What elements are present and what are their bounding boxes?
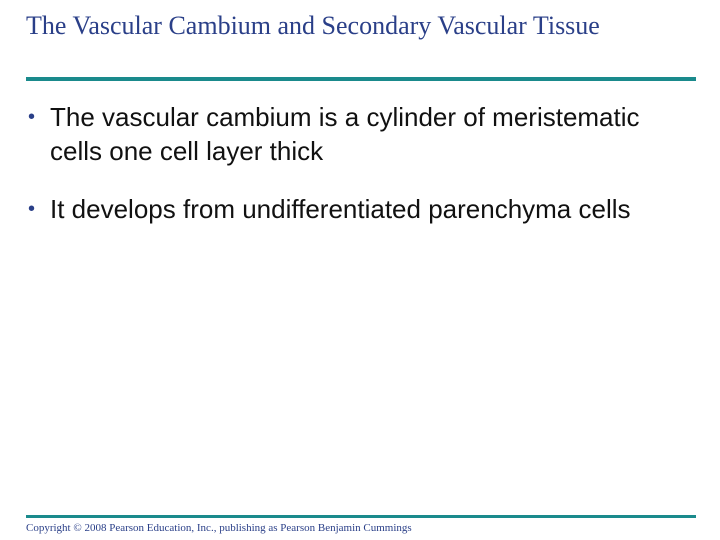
bullet-marker: • — [28, 198, 36, 220]
bullet-item — [26, 100, 696, 168]
bullet-text: It develops from undifferentiated parenchyma cells — [50, 194, 631, 224]
title-divider — [26, 77, 696, 81]
copyright-footer: Copyright © 2008 Pearson Education, Inc., publishing as Pearson Benjamin Cummings — [26, 522, 412, 534]
slide-title: The Vascular Cambium and Secondary Vascular Tissue — [26, 11, 600, 40]
bullet-list — [26, 100, 696, 250]
bullet-marker: • — [28, 106, 36, 128]
bullet-text: The vascular cambium is a cylinder of meristematic cells one cell layer thick — [50, 102, 640, 166]
bullet-item — [26, 192, 696, 226]
footer-divider — [26, 515, 696, 518]
